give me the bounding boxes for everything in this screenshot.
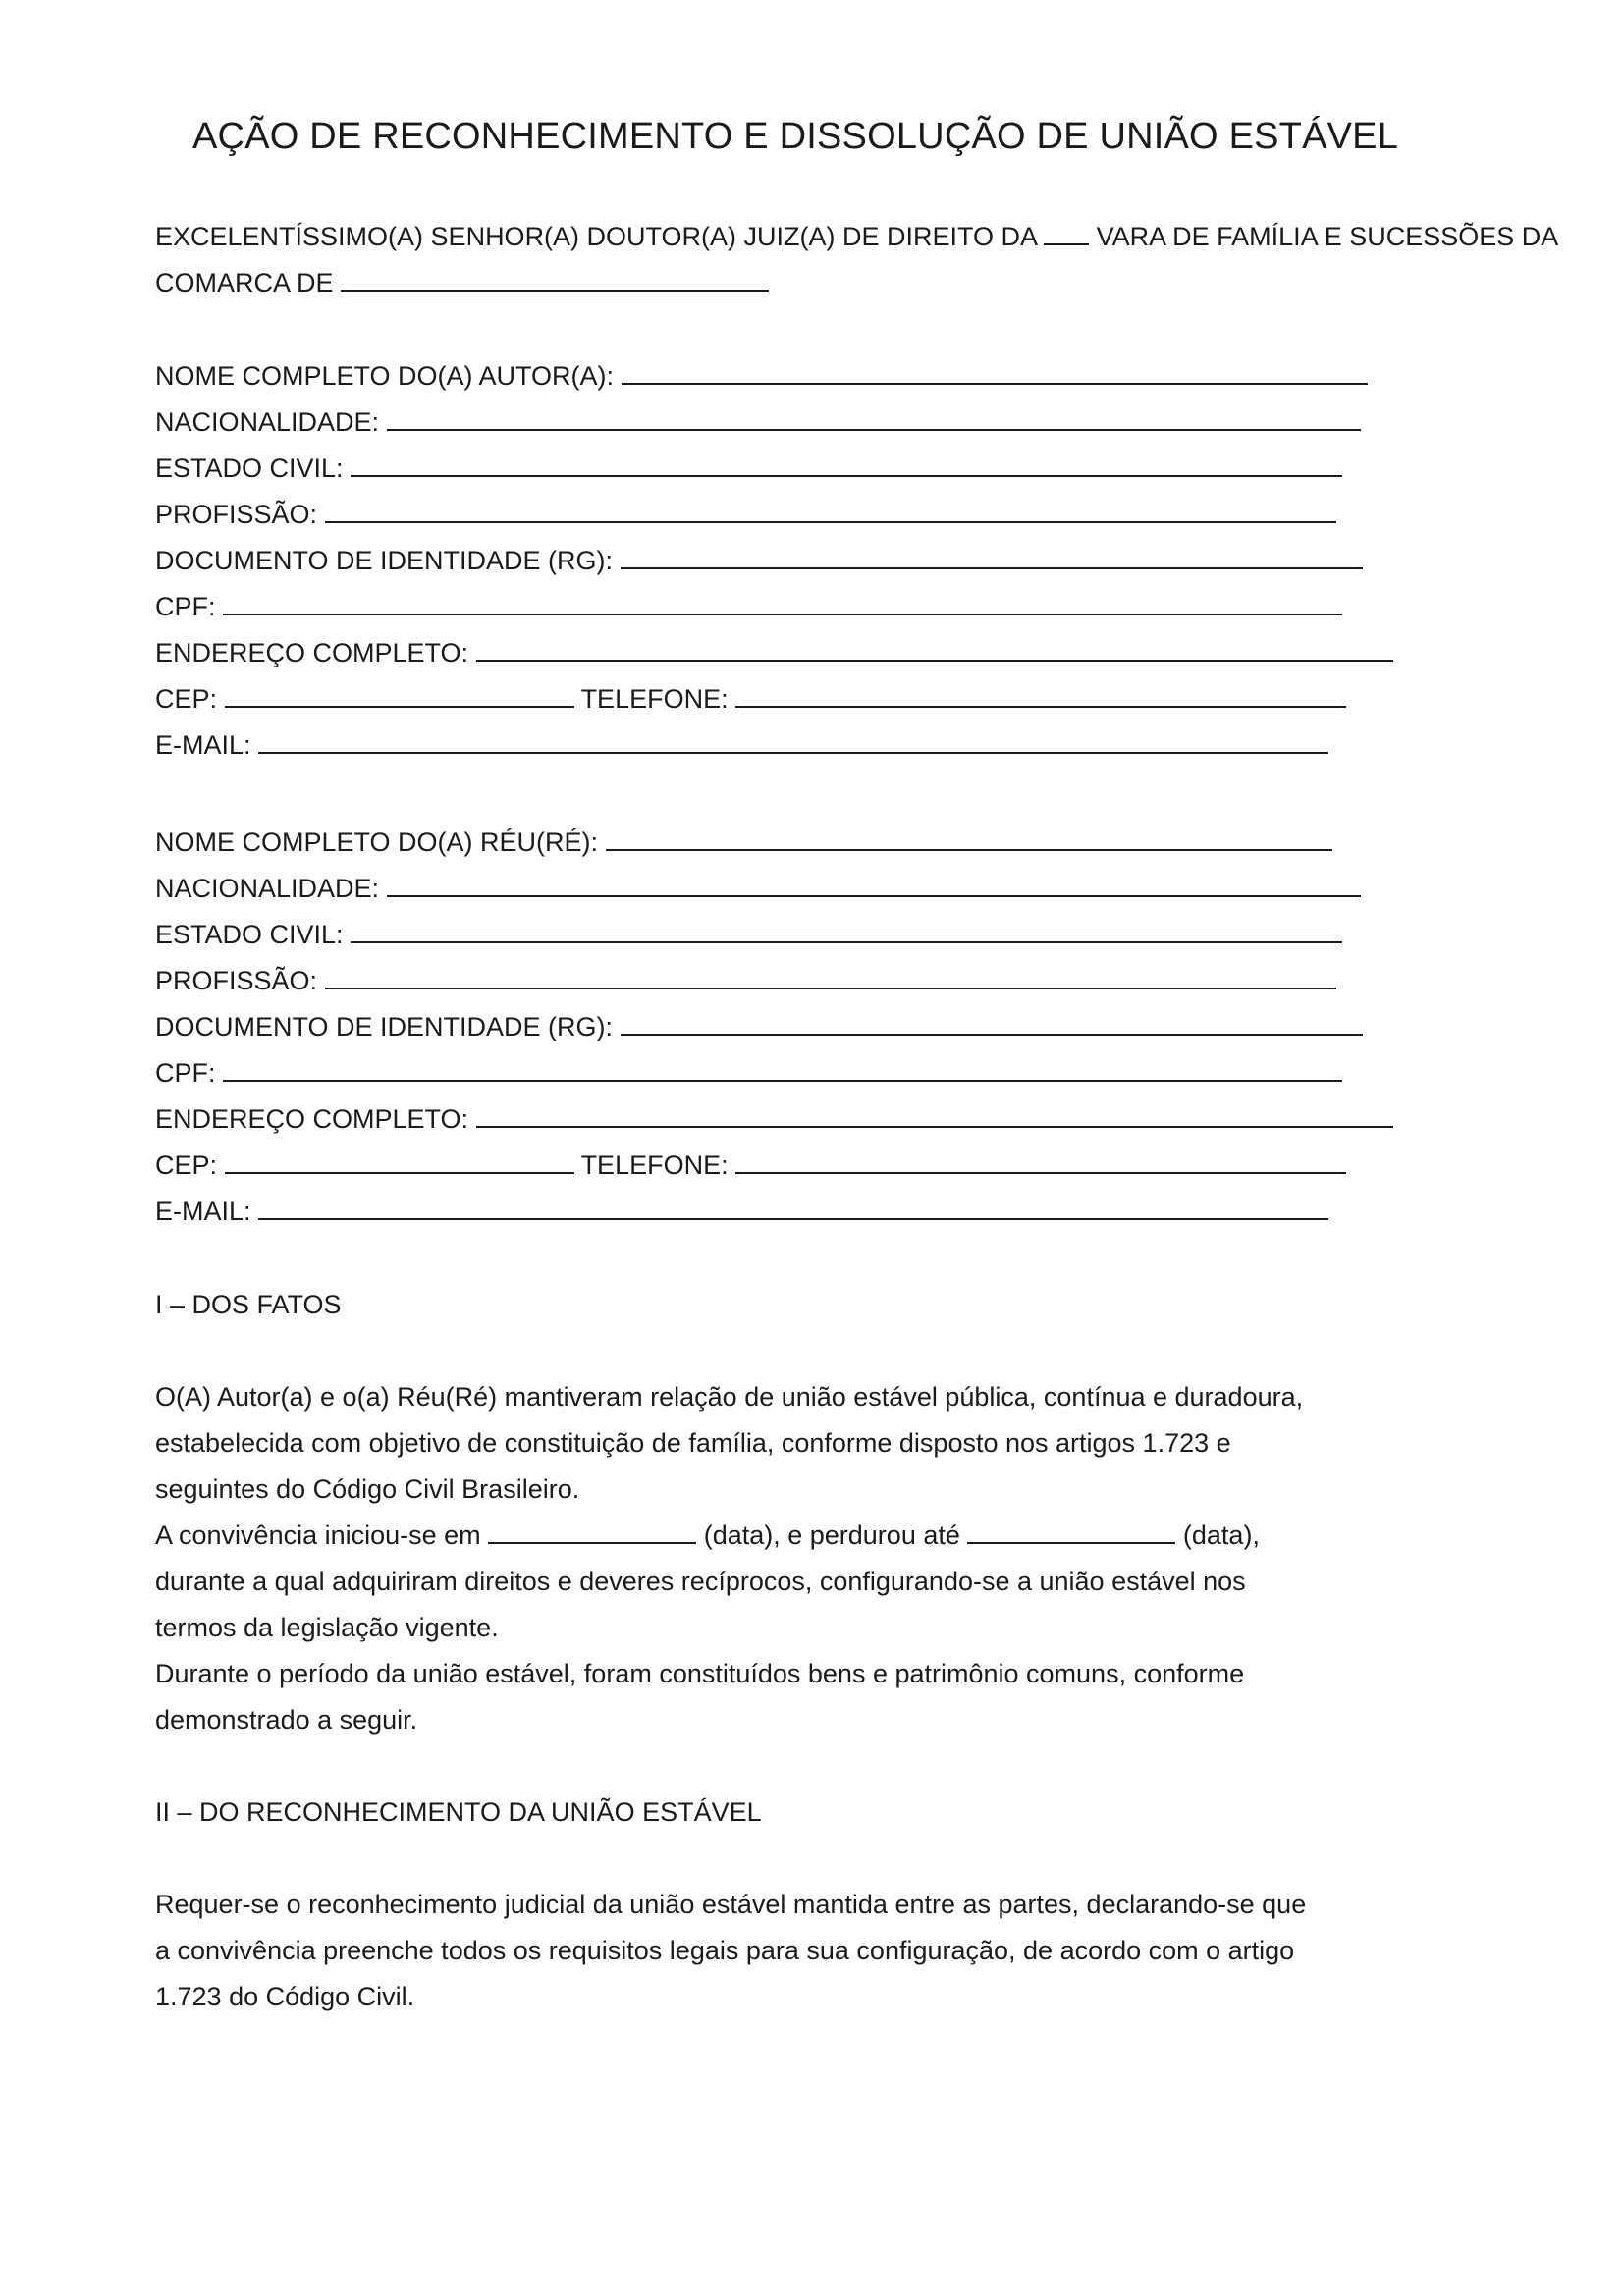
- section-2-heading: II – DO RECONHECIMENTO DA UNIÃO ESTÁVEL: [155, 1797, 762, 1827]
- author-cpf-row: [155, 584, 1342, 630]
- paragraph-line: Requer-se o reconhecimento judicial da união estável mantida entre as partes, declarando-se que: [155, 1890, 1307, 1919]
- defendant-estado-civil-row: [155, 912, 1342, 958]
- author-cep-label: CEP:: [155, 684, 218, 714]
- author-nacionalidade-blank[interactable]: [387, 403, 1361, 431]
- convivencia-text-c: (data),: [1182, 1521, 1260, 1550]
- defendant-telefone-label: TELEFONE:: [580, 1150, 729, 1180]
- paragraph-line: demonstrado a seguir.: [155, 1705, 418, 1735]
- author-endereco-label: ENDEREÇO COMPLETO:: [155, 638, 469, 667]
- defendant-nome-label: NOME COMPLETO DO(A) RÉU(RÉ):: [155, 828, 599, 857]
- convivencia-dates-row: [155, 1513, 1260, 1559]
- author-telefone-label: TELEFONE:: [580, 684, 729, 714]
- author-email-label: E-MAIL:: [155, 730, 251, 760]
- defendant-endereco-blank[interactable]: [476, 1100, 1393, 1128]
- address-line-1: [155, 214, 1558, 260]
- defendant-nome-row: [155, 820, 1332, 866]
- author-nome-row: [155, 353, 1368, 400]
- author-nacionalidade-label: NACIONALIDADE:: [155, 407, 380, 437]
- author-estado-civil-row: [155, 446, 1342, 492]
- vara-number-blank[interactable]: [1044, 218, 1089, 245]
- defendant-nacionalidade-label: NACIONALIDADE:: [155, 874, 380, 903]
- author-cpf-label: CPF:: [155, 592, 216, 621]
- author-nacionalidade-row: [155, 400, 1361, 446]
- defendant-profissao-row: [155, 958, 1336, 1004]
- defendant-rg-label: DOCUMENTO DE IDENTIDADE (RG):: [155, 1012, 614, 1041]
- defendant-email-label: E-MAIL:: [155, 1197, 251, 1226]
- paragraph-line: durante a qual adquiriram direitos e deveres recíprocos, configurando-se a união estável nos: [155, 1567, 1246, 1596]
- author-cep-row: [155, 676, 1346, 722]
- start-date-blank[interactable]: [488, 1517, 696, 1544]
- paragraph-line: Durante o período da união estável, foram constituídos bens e patrimônio comuns, conforme: [155, 1659, 1245, 1688]
- author-rg-row: [155, 538, 1363, 584]
- author-profissao-row: [155, 492, 1336, 538]
- defendant-cpf-row: [155, 1050, 1342, 1096]
- defendant-email-blank[interactable]: [258, 1193, 1328, 1220]
- defendant-rg-row: [155, 1004, 1363, 1050]
- author-nome-label: NOME COMPLETO DO(A) AUTOR(A):: [155, 361, 615, 391]
- address-text-b: VARA DE FAMÍLIA E SUCESSÕES DA: [1096, 222, 1559, 251]
- defendant-telefone-blank[interactable]: [735, 1147, 1346, 1174]
- document-title: AÇÃO DE RECONHECIMENTO E DISSOLUÇÃO DE UNIÃO ESTÁVEL: [192, 116, 1399, 157]
- section-1-paragraph-1: [155, 1374, 1303, 1513]
- defendant-estado-civil-blank[interactable]: [351, 916, 1342, 943]
- comarca-blank[interactable]: [341, 264, 769, 292]
- author-rg-label: DOCUMENTO DE IDENTIDADE (RG):: [155, 546, 614, 575]
- defendant-endereco-label: ENDEREÇO COMPLETO:: [155, 1104, 469, 1134]
- paragraph-line: O(A) Autor(a) e o(a) Réu(Ré) mantiveram relação de união estável pública, contínua e duradoura,: [155, 1382, 1304, 1412]
- paragraph-line: estabelecida com objetivo de constituição de família, conforme disposto nos artigos 1.723 e: [155, 1428, 1231, 1458]
- author-cep-blank[interactable]: [225, 680, 574, 708]
- address-text-a: EXCELENTÍSSIMO(A) SENHOR(A) DOUTOR(A) JUIZ(A) DE DIREITO DA: [155, 222, 1037, 251]
- author-estado-civil-blank[interactable]: [351, 450, 1342, 477]
- defendant-nacionalidade-row: [155, 866, 1361, 912]
- defendant-estado-civil-label: ESTADO CIVIL:: [155, 920, 344, 949]
- paragraph-line: termos da legislação vigente.: [155, 1613, 499, 1642]
- author-nome-blank[interactable]: [622, 357, 1368, 385]
- defendant-nome-blank[interactable]: [606, 824, 1332, 851]
- author-estado-civil-label: ESTADO CIVIL:: [155, 454, 344, 483]
- defendant-profissao-label: PROFISSÃO:: [155, 966, 318, 995]
- defendant-cep-label: CEP:: [155, 1150, 218, 1180]
- section-1-heading: I – DOS FATOS: [155, 1290, 342, 1319]
- author-endereco-row: [155, 630, 1393, 676]
- author-endereco-blank[interactable]: [476, 634, 1393, 662]
- convivencia-text-b: (data), e perdurou até: [703, 1521, 960, 1550]
- defendant-profissao-blank[interactable]: [325, 962, 1336, 989]
- convivencia-text-a: A convivência iniciou-se em: [155, 1521, 481, 1550]
- author-cpf-blank[interactable]: [223, 588, 1342, 615]
- end-date-blank[interactable]: [967, 1517, 1175, 1544]
- author-rg-blank[interactable]: [621, 542, 1363, 569]
- section-2-paragraph-1: [155, 1882, 1306, 2020]
- author-profissao-blank[interactable]: [325, 496, 1336, 523]
- author-profissao-label: PROFISSÃO:: [155, 500, 318, 529]
- paragraph-line: 1.723 do Código Civil.: [155, 1982, 415, 2011]
- defendant-cpf-label: CPF:: [155, 1058, 216, 1088]
- address-line-2: [155, 260, 769, 306]
- defendant-email-row: [155, 1189, 1328, 1235]
- defendant-nacionalidade-blank[interactable]: [387, 870, 1361, 897]
- defendant-cep-row: [155, 1143, 1346, 1189]
- paragraph-line: a convivência preenche todos os requisitos legais para sua configuração, de acordo com o artigo: [155, 1936, 1295, 1965]
- author-email-row: [155, 722, 1328, 769]
- section-1-paragraph-2: [155, 1559, 1246, 1743]
- defendant-rg-blank[interactable]: [621, 1008, 1363, 1036]
- paragraph-line: seguintes do Código Civil Brasileiro.: [155, 1474, 580, 1504]
- author-telefone-blank[interactable]: [735, 680, 1346, 708]
- defendant-cep-blank[interactable]: [225, 1147, 574, 1174]
- comarca-label: COMARCA DE: [155, 268, 334, 297]
- defendant-endereco-row: [155, 1096, 1393, 1143]
- defendant-cpf-blank[interactable]: [223, 1054, 1342, 1082]
- author-email-blank[interactable]: [258, 726, 1328, 754]
